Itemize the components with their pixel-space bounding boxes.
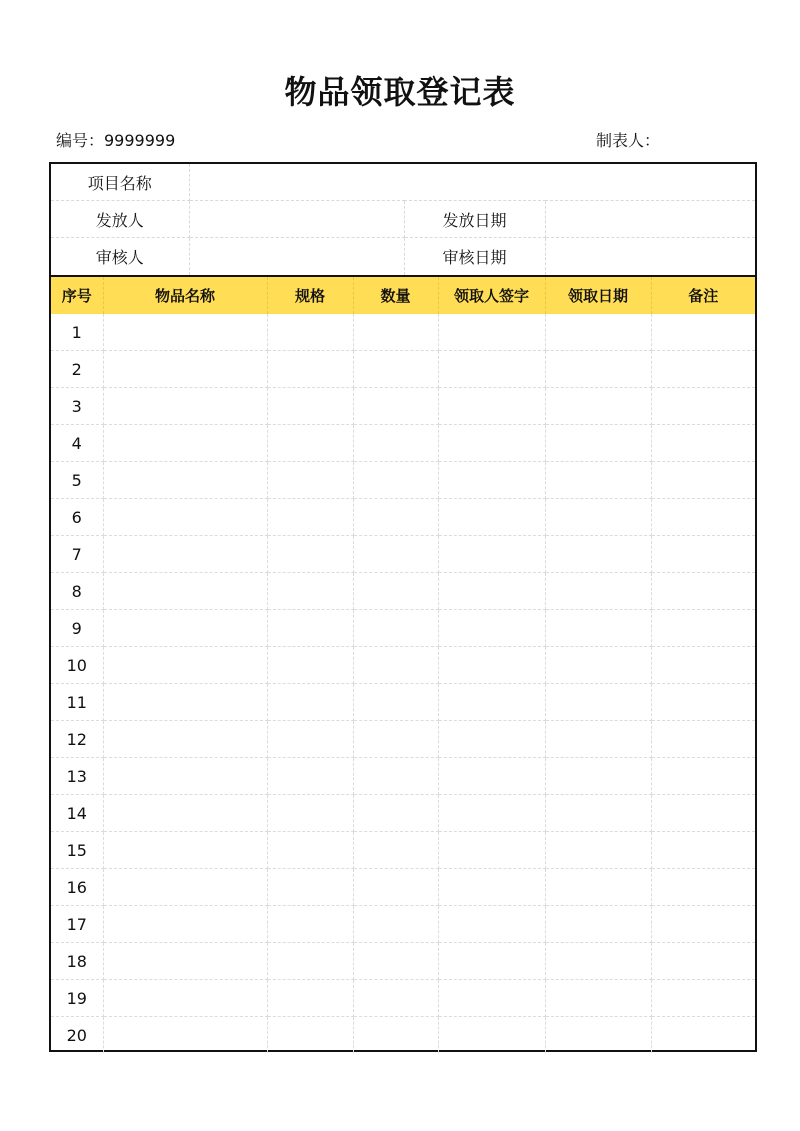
item-name-cell[interactable] [103,610,267,647]
remarks-cell[interactable] [651,684,755,721]
receive-date-cell[interactable] [545,536,651,573]
item-name-cell[interactable] [103,832,267,869]
table-row [51,536,755,573]
quantity-cell[interactable] [353,647,438,684]
item-name-cell[interactable] [103,499,267,536]
page-title: 物品领取登记表 [284,73,516,111]
table-row [51,721,755,758]
table-row [51,314,755,351]
issuer-field[interactable] [189,201,404,238]
item-name-cell[interactable] [103,758,267,795]
quantity-cell[interactable] [353,388,438,425]
spec-cell[interactable] [267,610,353,647]
form-sheet [49,162,757,1052]
review-date-label: 审核日期 [404,238,545,276]
remarks-cell[interactable] [651,499,755,536]
table-body [51,314,755,1053]
table-row [51,943,755,980]
item-name-cell[interactable] [103,536,267,573]
table-row [51,1017,755,1054]
row-number: 4 [51,425,103,462]
remarks-cell[interactable] [651,425,755,462]
table-row [51,351,755,388]
item-name-cell[interactable] [103,1017,267,1054]
info-row-issuer [51,201,755,238]
signature-cell[interactable] [438,314,545,351]
receive-date-cell[interactable] [545,1017,651,1054]
signature-cell[interactable] [438,832,545,869]
spec-cell[interactable] [267,573,353,610]
row-number: 17 [51,906,103,943]
signature-cell[interactable] [438,462,545,499]
header-col-item-name: 物品名称 [103,277,267,314]
receive-date-cell[interactable] [545,684,651,721]
quantity-cell[interactable] [353,684,438,721]
remarks-cell[interactable] [651,573,755,610]
quantity-cell[interactable] [353,943,438,980]
receive-date-cell[interactable] [545,906,651,943]
spec-cell[interactable] [267,980,353,1017]
receive-date-cell[interactable] [545,832,651,869]
remarks-cell[interactable] [651,314,755,351]
remarks-cell[interactable] [651,795,755,832]
spec-cell[interactable] [267,943,353,980]
item-name-cell[interactable] [103,980,267,1017]
signature-cell[interactable] [438,647,545,684]
receive-date-cell[interactable] [545,647,651,684]
table-row [51,610,755,647]
table-row [51,462,755,499]
row-number: 15 [51,832,103,869]
remarks-cell[interactable] [651,1017,755,1054]
row-number: 14 [51,795,103,832]
remarks-cell[interactable] [651,610,755,647]
remarks-cell[interactable] [651,906,755,943]
signature-cell[interactable] [438,610,545,647]
item-name-cell[interactable] [103,388,267,425]
signature-cell[interactable] [438,388,545,425]
receive-date-cell[interactable] [545,610,651,647]
signature-cell[interactable] [438,869,545,906]
row-number: 19 [51,980,103,1017]
header-col-index: 序号 [51,277,103,314]
spec-cell[interactable] [267,869,353,906]
signature-cell[interactable] [438,721,545,758]
quantity-cell[interactable] [353,721,438,758]
quantity-cell[interactable] [353,758,438,795]
remarks-cell[interactable] [651,388,755,425]
item-name-cell[interactable] [103,573,267,610]
table-row [51,906,755,943]
remarks-cell[interactable] [651,943,755,980]
reviewer-label: 审核人 [51,238,189,276]
spec-cell[interactable] [267,721,353,758]
spec-cell[interactable] [267,906,353,943]
signature-cell[interactable] [438,351,545,388]
row-number: 3 [51,388,103,425]
signature-cell[interactable] [438,795,545,832]
table-row [51,758,755,795]
remarks-cell[interactable] [651,758,755,795]
receive-date-cell[interactable] [545,425,651,462]
signature-cell[interactable] [438,906,545,943]
spec-cell[interactable] [267,684,353,721]
receive-date-cell[interactable] [545,795,651,832]
table-row [51,980,755,1017]
receive-date-cell[interactable] [545,388,651,425]
header-col-receive-date: 领取日期 [545,277,651,314]
remarks-cell[interactable] [651,721,755,758]
item-name-cell[interactable] [103,721,267,758]
table-row [51,795,755,832]
header-col-spec: 规格 [267,277,353,314]
table-row [51,388,755,425]
receive-date-cell[interactable] [545,758,651,795]
spec-cell[interactable] [267,1017,353,1054]
quantity-cell[interactable] [353,980,438,1017]
receive-date-cell[interactable] [545,943,651,980]
spec-cell[interactable] [267,388,353,425]
table-row [51,499,755,536]
item-name-cell[interactable] [103,943,267,980]
row-number: 13 [51,758,103,795]
row-number: 7 [51,536,103,573]
remarks-cell[interactable] [651,647,755,684]
table-row [51,869,755,906]
receive-date-cell[interactable] [545,499,651,536]
row-number: 10 [51,647,103,684]
row-number: 12 [51,721,103,758]
remarks-cell[interactable] [651,869,755,906]
receive-date-cell[interactable] [545,869,651,906]
row-number: 9 [51,610,103,647]
receive-date-cell[interactable] [545,980,651,1017]
row-number: 11 [51,684,103,721]
receive-date-cell[interactable] [545,462,651,499]
quantity-cell[interactable] [353,1017,438,1054]
item-name-cell[interactable] [103,425,267,462]
form-maker: 制表人： [596,131,661,150]
row-number: 16 [51,869,103,906]
quantity-cell[interactable] [353,536,438,573]
header-col-recipient-signature: 领取人签字 [438,277,545,314]
info-row-project [51,164,755,201]
receive-date-cell[interactable] [545,351,651,388]
row-number: 1 [51,314,103,351]
quantity-cell[interactable] [353,314,438,351]
serial-number: 编号：9999999 [56,131,176,150]
item-name-cell[interactable] [103,647,267,684]
table-row [51,647,755,684]
reviewer-field[interactable] [189,238,404,276]
signature-cell[interactable] [438,943,545,980]
quantity-cell[interactable] [353,795,438,832]
quantity-cell[interactable] [353,499,438,536]
signature-cell[interactable] [438,536,545,573]
issue-date-label: 发放日期 [404,201,545,238]
receive-date-cell[interactable] [545,573,651,610]
info-row-reviewer [51,238,755,276]
receive-date-cell[interactable] [545,721,651,758]
signature-cell[interactable] [438,758,545,795]
signature-cell[interactable] [438,573,545,610]
row-number: 18 [51,943,103,980]
spec-cell[interactable] [267,499,353,536]
spec-cell[interactable] [267,314,353,351]
row-number: 20 [51,1017,103,1054]
quantity-cell[interactable] [353,832,438,869]
items-table [51,277,755,1053]
signature-cell[interactable] [438,1017,545,1054]
remarks-cell[interactable] [651,832,755,869]
spec-cell[interactable] [267,462,353,499]
receive-date-cell[interactable] [545,314,651,351]
remarks-cell[interactable] [651,980,755,1017]
table-header-row [51,277,755,314]
item-name-cell[interactable] [103,795,267,832]
quantity-cell[interactable] [353,610,438,647]
table-row [51,832,755,869]
item-name-cell[interactable] [103,314,267,351]
quantity-cell[interactable] [353,573,438,610]
table-row [51,425,755,462]
header-col-quantity: 数量 [353,277,438,314]
spec-cell[interactable] [267,832,353,869]
spec-cell[interactable] [267,351,353,388]
spec-cell[interactable] [267,647,353,684]
item-name-cell[interactable] [103,869,267,906]
quantity-cell[interactable] [353,869,438,906]
project-name-field[interactable] [189,164,755,201]
row-number: 5 [51,462,103,499]
item-name-cell[interactable] [103,684,267,721]
quantity-cell[interactable] [353,906,438,943]
spec-cell[interactable] [267,795,353,832]
spec-cell[interactable] [267,536,353,573]
header-col-remarks: 备注 [651,277,755,314]
table-row [51,684,755,721]
signature-cell[interactable] [438,425,545,462]
quantity-cell[interactable] [353,425,438,462]
remarks-cell[interactable] [651,351,755,388]
signature-cell[interactable] [438,499,545,536]
project-name-label: 项目名称 [51,164,189,201]
item-name-cell[interactable] [103,906,267,943]
signature-cell[interactable] [438,980,545,1017]
remarks-cell[interactable] [651,462,755,499]
remarks-cell[interactable] [651,536,755,573]
issuer-label: 发放人 [51,201,189,238]
item-name-cell[interactable] [103,351,267,388]
review-date-field[interactable] [545,238,755,276]
row-number: 2 [51,351,103,388]
signature-cell[interactable] [438,684,545,721]
row-number: 6 [51,499,103,536]
quantity-cell[interactable] [353,462,438,499]
quantity-cell[interactable] [353,351,438,388]
issue-date-field[interactable] [545,201,755,238]
row-number: 8 [51,573,103,610]
spec-cell[interactable] [267,758,353,795]
item-name-cell[interactable] [103,462,267,499]
spec-cell[interactable] [267,425,353,462]
table-row [51,573,755,610]
info-table [51,164,755,275]
